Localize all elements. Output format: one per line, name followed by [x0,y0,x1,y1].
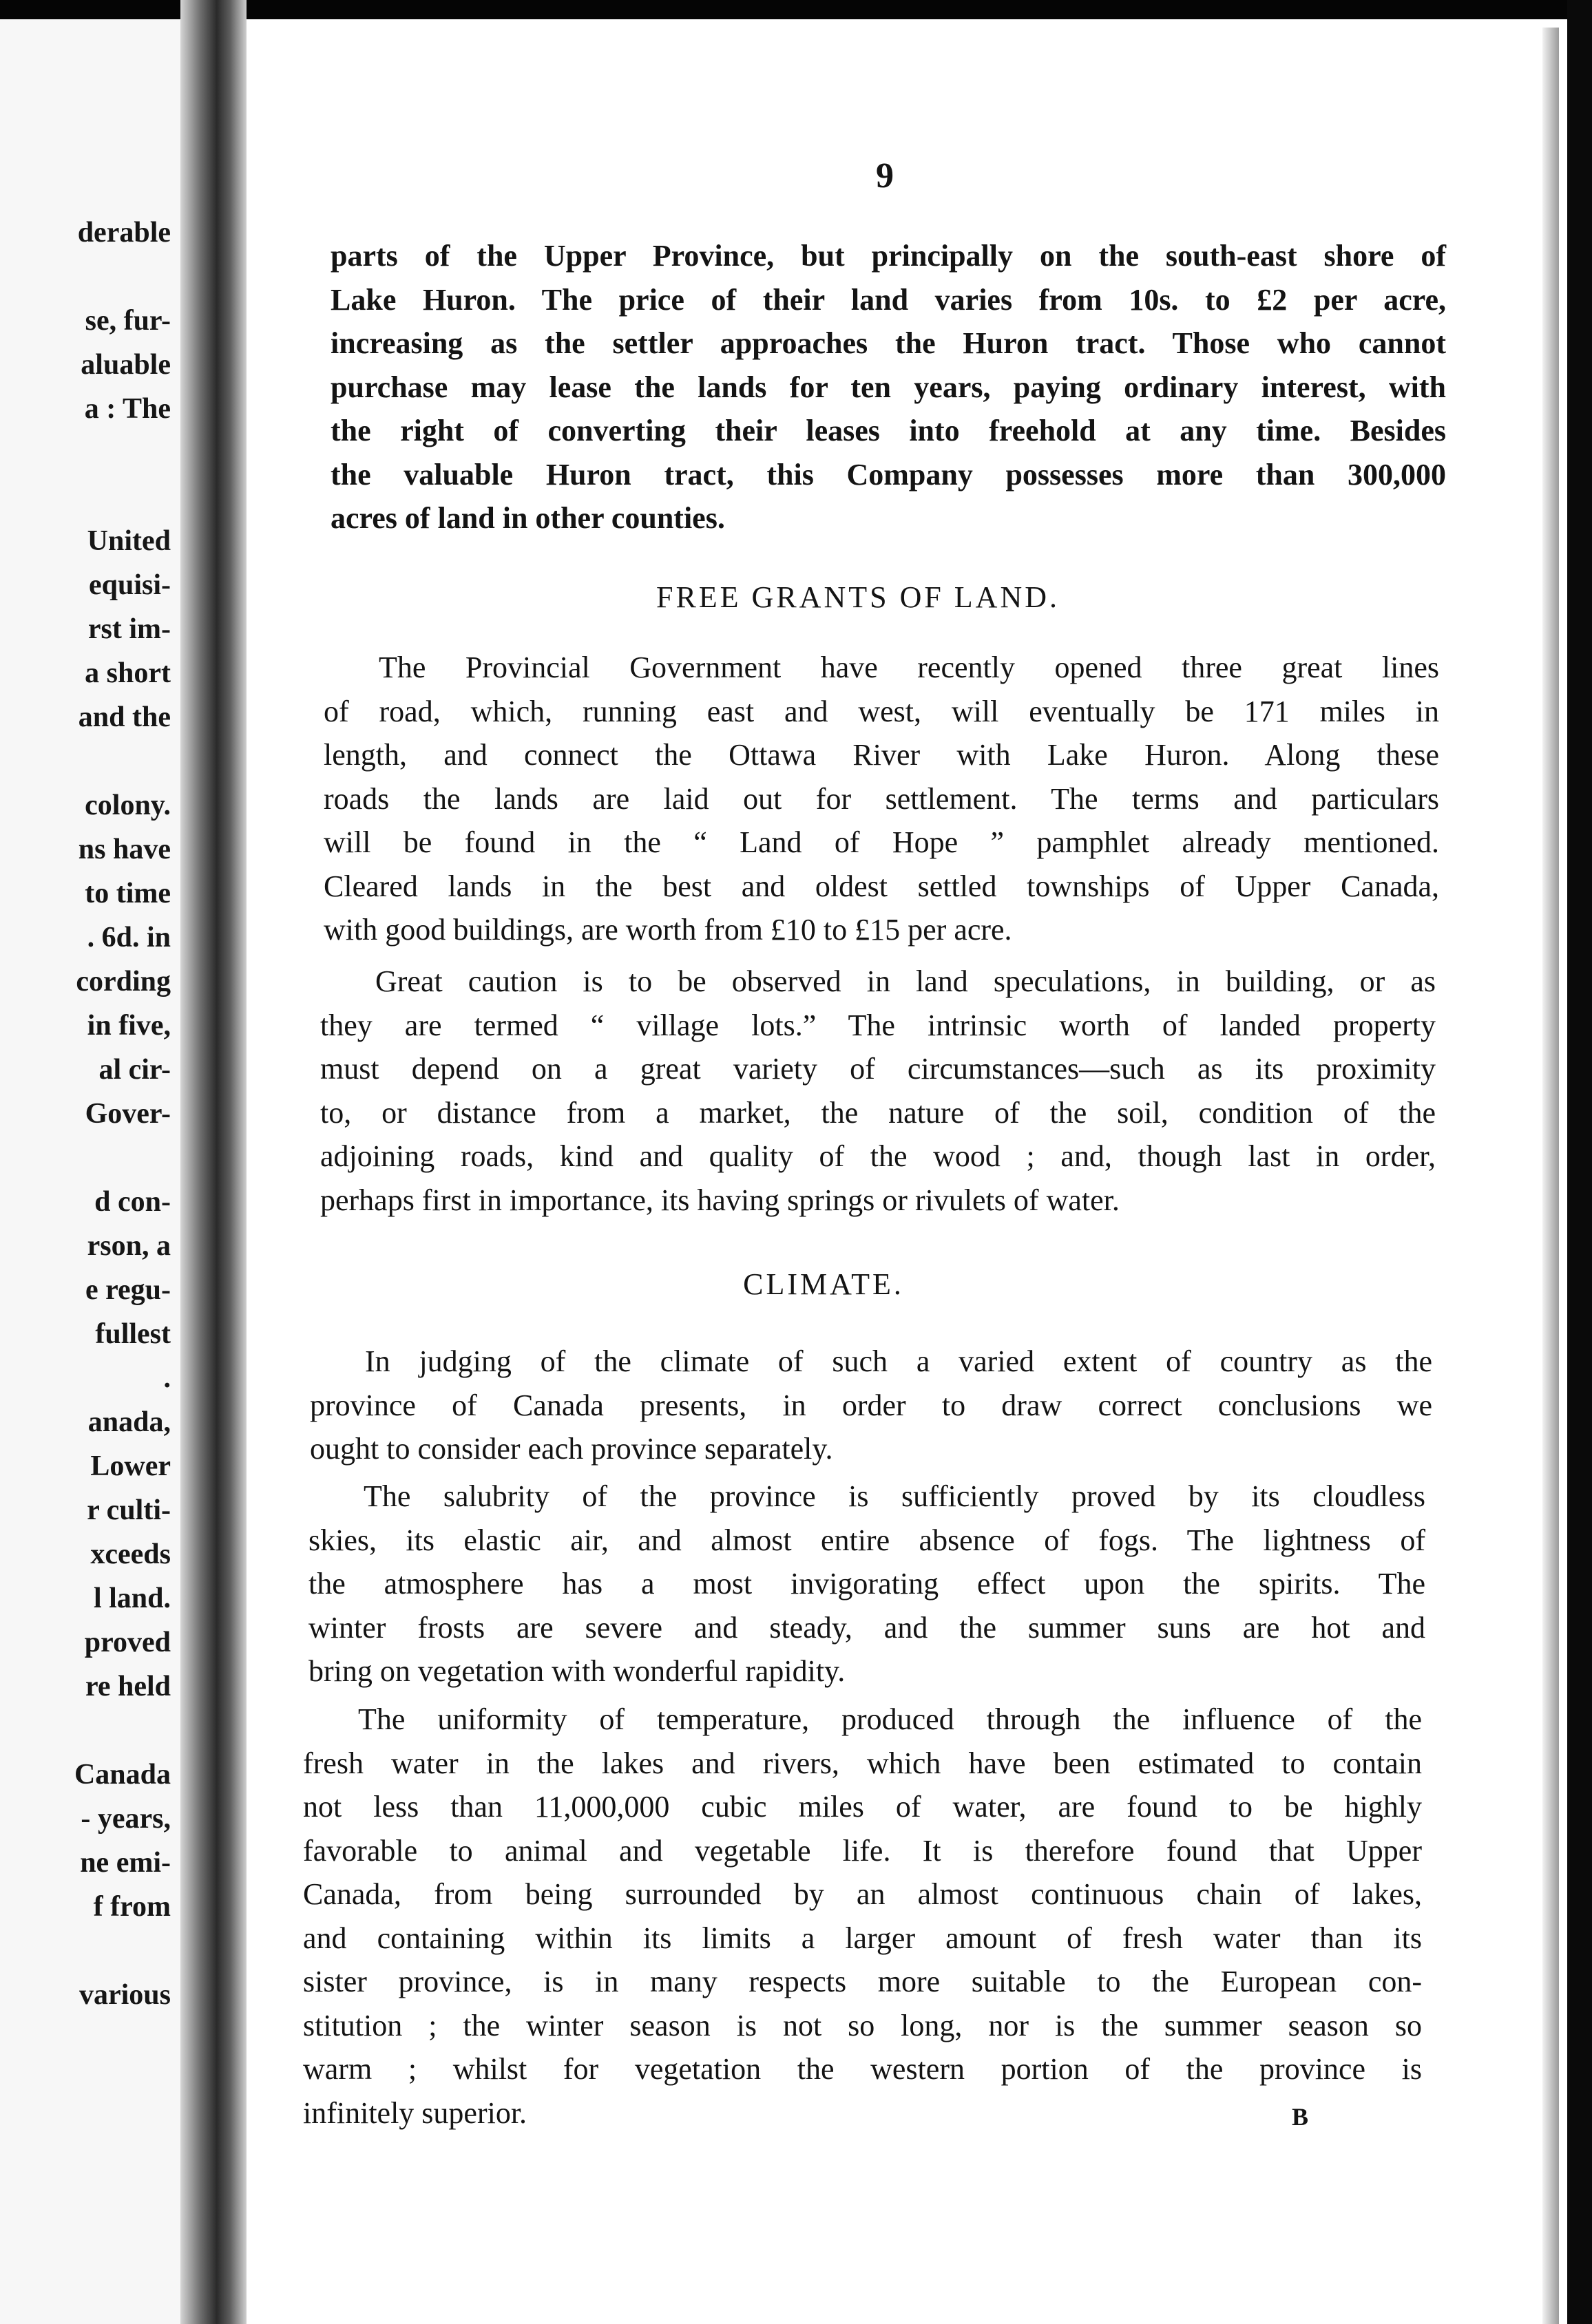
signature-mark: B [1292,2103,1309,2131]
text-line: winter frosts are severe and steady, and the summer suns are hot and [308,1610,1425,1645]
text-line: Canada, from being surrounded by an almost continuous chain of lakes, [303,1877,1422,1911]
left-page-line: f from [93,1891,171,1923]
left-page-line: al cir- [98,1054,171,1086]
text-line: favorable to animal and vegetable life. It is therefore found that Upper [303,1833,1422,1868]
left-page-line: proved [84,1627,171,1658]
climate-paragraph-3 [303,1698,1422,2135]
left-page-line: rson, a [87,1230,171,1262]
text-line: they are termed “ village lots.” The intrinsic worth of landed property [320,1008,1436,1042]
left-page-line: to time [85,878,171,909]
text-line: not less than 11,000,000 cubic miles of water, are found to be highly [303,1790,1422,1824]
left-page-line: ns have [78,834,171,865]
left-page-line: colony. [85,790,171,821]
left-page-line: derable [77,217,171,249]
text-line: warm ; whilst for vegetation the western portion of the province is [303,2052,1422,2086]
left-page-line: in five, [87,1010,171,1042]
text-line: In judging of the climate of such a varied extent of country as the [365,1344,1432,1378]
text-line: skies, its elastic air, and almost entire absence of fogs. The lightness of [308,1523,1425,1557]
left-page-line: - years, [81,1803,171,1835]
text-line: perhaps first in importance, its having springs or rivulets of water. [320,1183,1120,1217]
text-line: the right of converting their leases into freehold at any time. Besides [331,414,1446,447]
left-page-line: various [78,1979,171,2011]
left-page-line: Gover- [85,1098,171,1130]
text-line: acres of land in other counties. [331,501,725,535]
free-grants-heading: FREE GRANTS OF LAND. [656,580,1060,614]
text-line: will be found in the “ Land of Hope ” pamphlet already mentioned. [324,825,1439,859]
text-line: Cleared lands in the best and oldest settled townships of Upper Canada, [324,869,1439,903]
left-page-line: anada, [87,1406,171,1438]
left-page-line: l land. [93,1583,171,1614]
left-page-line: fullest [95,1318,171,1350]
text-line: ought to consider each province separately. [310,1432,833,1466]
left-page-line: equisi- [88,569,171,601]
left-page-line: Canada [74,1759,171,1790]
text-line: to, or distance from a market, the nature of the soil, condition of the [320,1095,1436,1130]
climate-paragraph-1 [310,1340,1432,1471]
text-line: of road, which, running east and west, will eventually be 171 miles in [324,694,1439,728]
text-line: parts of the Upper Province, but principally on the south-east shore of [331,239,1446,273]
left-page-line: cording [76,966,171,997]
left-page-line: . [163,1362,171,1394]
climate-paragraph-2 [308,1475,1425,1693]
text-line: province of Canada presents, in order to draw correct conclusions we [310,1388,1432,1422]
page-number: 9 [876,156,894,196]
left-page-line: se, fur- [85,305,171,337]
text-line: the atmosphere has a most invigorating effect upon the spirits. The [308,1567,1425,1601]
text-line: infinitely superior. [303,2095,527,2130]
left-page-line: re held [85,1671,171,1702]
text-line: Lake Huron. The price of their land varies from 10s. to £2 per acre, [331,282,1446,317]
text-line: The salubrity of the province is sufficiently proved by its cloudless [364,1479,1425,1513]
left-page-line: aluable [81,349,171,381]
left-page-line: r culti- [87,1494,171,1526]
text-line: and containing within its limits a larger amount of fresh water than its [303,1921,1422,1955]
text-line: length, and connect the Ottawa River with Lake Huron. Along these [324,738,1439,772]
left-page-line: d con- [94,1186,171,1218]
text-line: bring on vegetation with wonderful rapidity. [308,1654,846,1688]
climate-heading: CLIMATE. [743,1267,904,1301]
text-line: must depend on a great variety of circumstances—such as its proximity [320,1052,1436,1086]
text-line: increasing as the settler approaches the Huron tract. Those who cannot [331,326,1446,360]
text-line: roads the lands are laid out for settlement. The terms and particulars [324,781,1439,816]
free-grants-paragraph-1 [324,646,1439,952]
text-line: The Provincial Government have recently opened three great lines [379,651,1439,684]
free-grants-paragraph-2 [320,960,1436,1222]
left-page-line: ne emi- [80,1847,171,1879]
text-line: the valuable Huron tract, this Company possesses more than 300,000 [331,457,1446,492]
left-page-line: a : The [84,393,171,425]
text-line: fresh water in the lakes and rivers, which have been estimated to contain [303,1746,1422,1780]
left-page-line: Lower [90,1450,171,1482]
text-line: purchase may lease the lands for ten years, paying ordinary interest, with [331,370,1446,404]
text-line: stitution ; the winter season is not so long, nor is the summer season so [303,2008,1422,2042]
intro-paragraph [331,234,1446,540]
left-page-line: a short [85,657,171,689]
left-page-line: rst im- [87,613,171,645]
left-page-line: . 6d. in [87,922,171,953]
text-line: Great caution is to be observed in land speculations, in building, or as [375,964,1436,998]
text-line: with good buildings, are worth from £10 to £15 per acre. [324,913,1012,947]
left-page-line: xceeds [90,1539,171,1570]
left-page-line: United [87,525,171,557]
text-line: adjoining roads, kind and quality of the wood ; and, though last in order, [320,1139,1436,1173]
text-line: sister province, is in many respects more suitable to the European con- [303,1965,1422,1998]
left-page-line: and the [78,701,171,733]
text-line: The uniformity of temperature, produced through the influence of the [358,1702,1422,1736]
left-page-line: e regu- [85,1274,171,1306]
